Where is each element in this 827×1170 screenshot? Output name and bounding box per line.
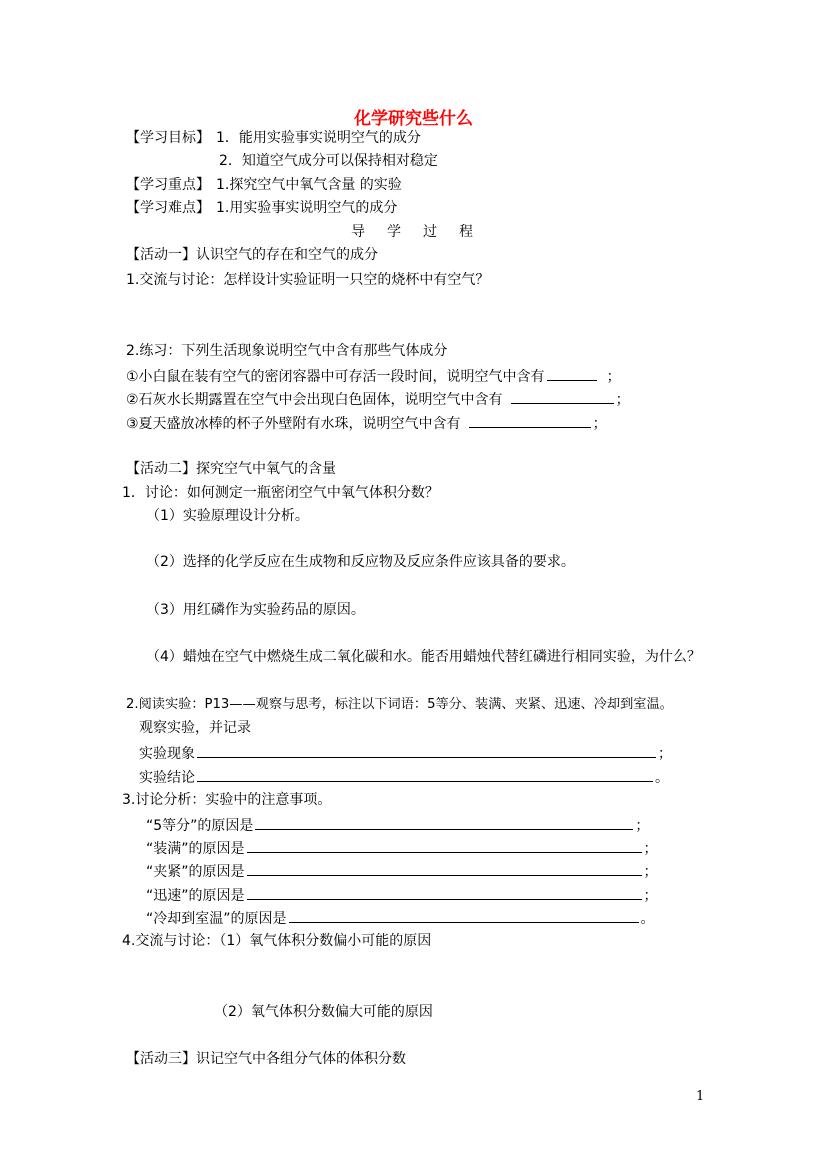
phenomenon-label: 实验现象 — [139, 746, 195, 762]
reason-1-label: “5等分”的原因是 — [146, 818, 254, 834]
reason-end: ； — [643, 841, 658, 857]
activity2-sub-1: （1）实验原理设计分析。 — [146, 508, 309, 524]
focus-line — [126, 176, 402, 194]
activity2-sub-3: （3）用红磷作为实验药品的原因。 — [146, 602, 365, 618]
phenomenon-blank[interactable] — [197, 743, 656, 758]
answer-blank[interactable] — [469, 413, 591, 428]
activity1-question-2: 2.练习：下列生活现象说明空气中含有那些气体成分 — [126, 343, 448, 359]
conclusion-line — [139, 767, 669, 785]
difficulty-line — [126, 199, 397, 217]
reason-blank[interactable] — [247, 885, 642, 900]
activity3-heading: 【活动三】识记空气中各组分气体的体积分数 — [126, 1051, 406, 1067]
objective-2: 2．知道空气成分可以保持相对稳定 — [219, 153, 438, 169]
page-number: 1 — [696, 1089, 705, 1104]
activity2-question-2b: 观察实验，并记录 — [139, 720, 251, 736]
conclusion-blank[interactable] — [197, 767, 653, 782]
item-3-end: ； — [592, 416, 607, 432]
answer-blank[interactable] — [511, 389, 614, 404]
difficulty-label: 【学习难点】 — [126, 200, 210, 216]
phenomenon-line — [139, 743, 672, 761]
objectives-line-1 — [126, 129, 421, 147]
reason-blank[interactable] — [247, 838, 642, 853]
focus-text: 1.探究空气中氧气含量 的实验 — [216, 177, 402, 193]
activity1-item-2 — [126, 389, 630, 407]
activity2-question-4: 4.交流与讨论：（1）氧气体积分数偏小可能的原因 — [122, 933, 432, 949]
reason-line-4 — [146, 885, 658, 903]
conclusion-label: 实验结论 — [139, 770, 195, 786]
reason-end: ； — [643, 864, 658, 880]
reason-2-label: “装满”的原因是 — [146, 841, 245, 857]
activity2-question-4b: （2）氧气体积分数偏大可能的原因 — [214, 1004, 433, 1020]
item-3-text: ③夏天盛放冰棒的杯子外壁附有水珠，说明空气中含有 — [126, 416, 461, 432]
activity2-question-3: 3.讨论分析：实验中的注意事项。 — [122, 792, 332, 808]
activity1-heading: 【活动一】认识空气的存在和空气的成分 — [126, 247, 378, 263]
conclusion-end: 。 — [655, 770, 669, 786]
focus-label: 【学习重点】 — [126, 177, 210, 193]
activity1-question-1: 1.交流与讨论：怎样设计实验证明一只空的烧杯中有空气？ — [126, 272, 490, 288]
reason-line-2 — [146, 838, 658, 856]
process-heading: 导学过程 — [351, 224, 495, 240]
reason-5-label: “冷却到室温”的原因是 — [146, 911, 287, 927]
activity2-question-1: 1．讨论：如何测定一瓶密闭空气中氧气体积分数？ — [122, 485, 439, 501]
activity2-question-2: 2.阅读实验：P13——观察与思考，标注以下词语：5等分、装满、夹紧、迅速、冷却到室温。 — [126, 697, 673, 712]
phenomenon-end: ； — [658, 746, 672, 762]
reason-line-3 — [146, 861, 658, 879]
item-1-end: ； — [606, 369, 621, 385]
reason-line-5 — [146, 908, 655, 926]
item-2-end: ； — [615, 392, 630, 408]
reason-end: 。 — [640, 911, 655, 927]
reason-4-label: “迅速”的原因是 — [146, 888, 245, 904]
activity2-sub-2: （2）选择的化学反应在生成物和反应物及反应条件应该具备的要求。 — [146, 554, 575, 570]
item-2-text: ②石灰水长期露置在空气中会出现白色固体，说明空气中含有 — [126, 392, 503, 408]
reason-end: ； — [643, 888, 658, 904]
activity1-item-3 — [126, 413, 607, 431]
activity2-sub-4: （4）蜡烛在空气中燃烧生成二氧化碳和水。能否用蜡烛代替红磷进行相同实验，为什么？ — [146, 649, 701, 665]
activity2-heading: 【活动二】探究空气中氧气的含量 — [126, 461, 336, 477]
difficulty-text: 1.用实验事实说明空气的成分 — [216, 200, 398, 216]
page-title: 化学研究些什么 — [354, 109, 473, 129]
objective-1: 1．能用实验事实说明空气的成分 — [216, 130, 421, 146]
reason-end: ； — [635, 818, 650, 834]
objectives-label: 【学习目标】 — [126, 130, 210, 146]
activity1-item-1 — [126, 366, 621, 384]
reason-blank[interactable] — [255, 815, 633, 830]
reason-line-1 — [146, 815, 649, 833]
item-1-text: ①小白鼠在装有空气的密闭容器中可存活一段时间，说明空气中含有 — [126, 369, 545, 385]
reason-blank[interactable] — [289, 908, 639, 923]
reason-3-label: “夹紧”的原因是 — [146, 864, 245, 880]
answer-blank[interactable] — [547, 366, 597, 381]
reason-blank[interactable] — [247, 861, 642, 876]
